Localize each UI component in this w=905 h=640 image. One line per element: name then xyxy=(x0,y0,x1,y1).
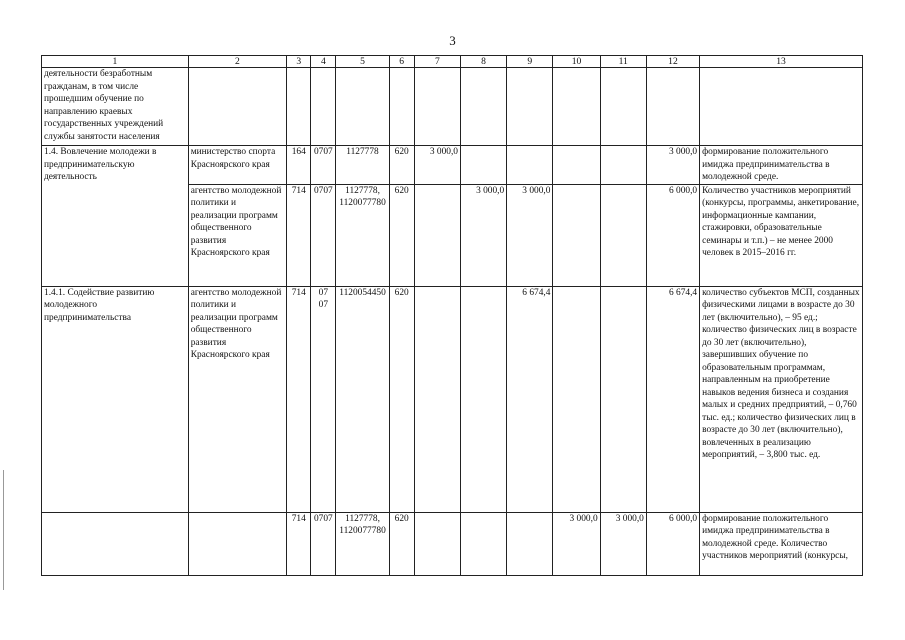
executor-cell xyxy=(188,512,286,575)
amount-cell xyxy=(553,286,600,512)
column-number: 12 xyxy=(646,56,699,68)
amount-cell xyxy=(414,68,460,146)
amount-cell xyxy=(460,286,506,512)
total-cell: 3 000,0 xyxy=(646,146,699,185)
column-number: 8 xyxy=(460,56,506,68)
amount-cell xyxy=(460,68,506,146)
column-number: 9 xyxy=(507,56,553,68)
executor-cell xyxy=(188,68,286,146)
rzpr-cell: 0707 xyxy=(311,146,336,185)
grbs-cell: 714 xyxy=(287,184,311,286)
amount-cell: 3 000,0 xyxy=(460,184,506,286)
csr-cell: 1120054450 xyxy=(336,286,389,512)
amount-cell xyxy=(414,286,460,512)
csr-cell: 1127778, 1120077780 xyxy=(336,512,389,575)
column-number: 5 xyxy=(336,56,389,68)
grbs-cell: 714 xyxy=(287,286,311,512)
amount-cell xyxy=(553,68,600,146)
executor-cell: министерство спорта Красноярского края xyxy=(188,146,286,185)
column-number: 6 xyxy=(389,56,414,68)
table-row xyxy=(42,146,863,185)
rzpr-cell xyxy=(311,68,336,146)
executor-cell: агентство молодежной политики и реализации программ общественного развития Красноярского края xyxy=(188,184,286,286)
program-table xyxy=(41,55,863,576)
grbs-cell xyxy=(287,68,311,146)
column-number: 3 xyxy=(287,56,311,68)
column-number: 13 xyxy=(700,56,863,68)
amount-cell xyxy=(600,146,646,185)
amount-cell: 3 000,0 xyxy=(507,184,553,286)
amount-cell: 3 000,0 xyxy=(553,512,600,575)
column-number-row xyxy=(42,56,863,68)
amount-cell xyxy=(507,68,553,146)
vr-cell: 620 xyxy=(389,286,414,512)
amount-cell xyxy=(507,146,553,185)
result-cell xyxy=(700,68,863,146)
amount-cell xyxy=(600,286,646,512)
column-number: 4 xyxy=(311,56,336,68)
column-number: 1 xyxy=(42,56,189,68)
amount-cell xyxy=(460,146,506,185)
column-number: 2 xyxy=(188,56,286,68)
total-cell: 6 000,0 xyxy=(646,512,699,575)
measure-name-cell: деятельности безработным гражданам, в том числе прошедшим обучение по направлению краевых государственных учреждений службы занятости населения xyxy=(42,68,189,146)
rzpr-cell: 0707 xyxy=(311,184,336,286)
column-number: 7 xyxy=(414,56,460,68)
column-number: 11 xyxy=(600,56,646,68)
total-cell: 6 000,0 xyxy=(646,184,699,286)
vr-cell: 620 xyxy=(389,512,414,575)
rzpr-cell: 0707 xyxy=(311,512,336,575)
csr-cell xyxy=(336,68,389,146)
measure-name-cell: 1.4.1. Содействие развитию молодежного предпринимательства xyxy=(42,286,189,512)
table-row xyxy=(42,286,863,512)
executor-cell: агентство молодежной политики и реализации программ общественного развития Красноярского края xyxy=(188,286,286,512)
measure-name-cell: 1.4. Вовлечение молодежи в предпринимательскую деятельность xyxy=(42,146,189,287)
amount-cell xyxy=(600,68,646,146)
total-cell xyxy=(646,68,699,146)
result-cell: количество субъектов МСП, созданных физическими лицами в возрасте до 30 лет (включительно), – 95 ед.; количество физических лиц в возрасте до 30 лет (включительно), завершивших обучение по образовательным программам, направленным на приобретение навыков ведения бизнеса и создания малых и средних предприятий, – 0,760 тыс. ед.; количество физических лиц в возрасте до 30 лет (включительно), вовлеченных в реализацию мероприятий, – 3,800 тыс. ед. xyxy=(700,286,863,512)
csr-cell: 1127778, 1120077780 xyxy=(336,184,389,286)
measure-name-cell xyxy=(42,512,189,575)
vr-cell: 620 xyxy=(389,146,414,185)
column-number: 10 xyxy=(553,56,600,68)
amount-cell xyxy=(553,146,600,185)
total-cell: 6 674,4 xyxy=(646,286,699,512)
grbs-cell: 714 xyxy=(287,512,311,575)
rzpr-cell: 07 07 xyxy=(311,286,336,512)
amount-cell: 3 000,0 xyxy=(600,512,646,575)
amount-cell xyxy=(600,184,646,286)
vr-cell: 620 xyxy=(389,184,414,286)
result-cell: формирование положительного имиджа предпринимательства в молодежной среде. xyxy=(700,146,863,185)
csr-cell: 1127778 xyxy=(336,146,389,185)
scan-edge-line xyxy=(3,470,4,590)
amount-cell xyxy=(460,512,506,575)
table-row xyxy=(42,68,863,146)
grbs-cell: 164 xyxy=(287,146,311,185)
amount-cell xyxy=(414,512,460,575)
amount-cell xyxy=(553,184,600,286)
result-cell: Количество участников мероприятий (конкурсы, программы, анкетирование, информационные кампании, стажировки, образовательные семинары и т.п.) – не менее 2000 человек в 2015–2016 гг. xyxy=(700,184,863,286)
amount-cell: 6 674,4 xyxy=(507,286,553,512)
result-cell: формирование положительного имиджа предпринимательства в молодежной среде. Количество участников мероприятий (конкурсы, xyxy=(700,512,863,575)
amount-cell: 3 000,0 xyxy=(414,146,460,185)
page-number: 3 xyxy=(449,33,456,48)
amount-cell xyxy=(507,512,553,575)
table-row xyxy=(42,512,863,575)
vr-cell xyxy=(389,68,414,146)
amount-cell xyxy=(414,184,460,286)
